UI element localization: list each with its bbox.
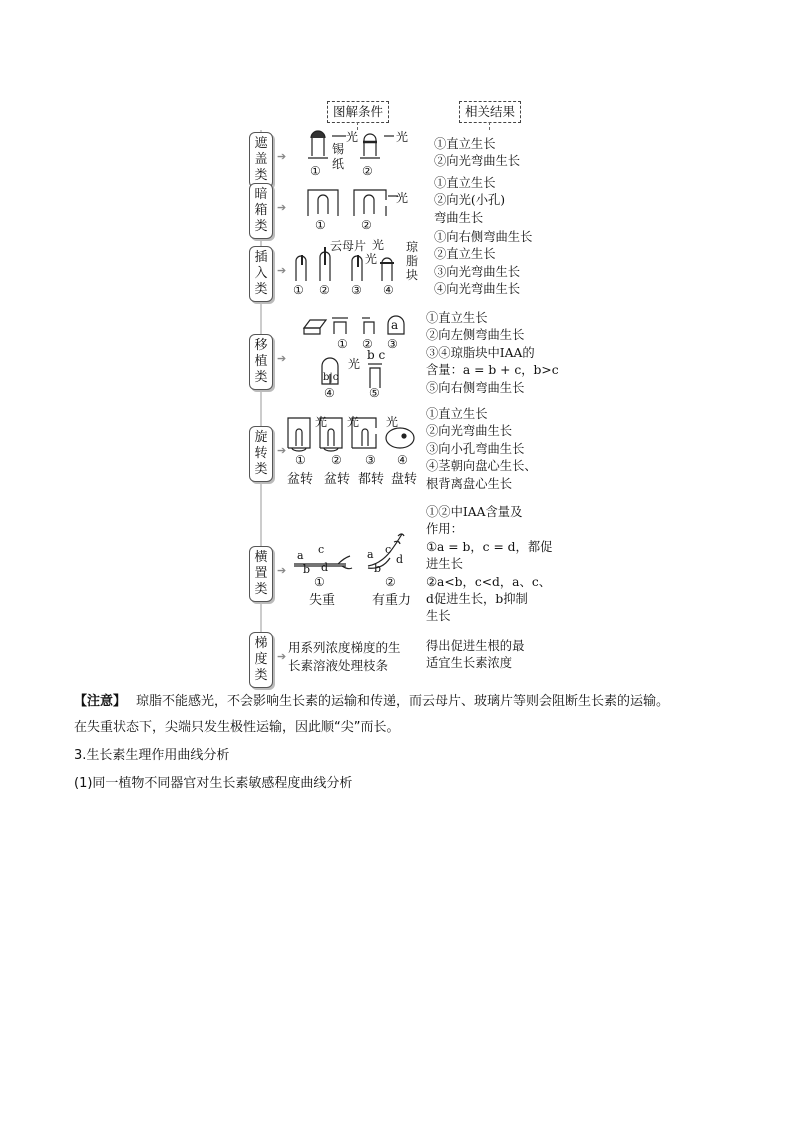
arrow-icon: ➔ [277,650,287,663]
header-results: 相关结果 [459,101,521,123]
results-darkbox: ①直立生长 ②向光(小孔) 弯曲生长 [434,176,506,225]
diagram-label: ⑤ [369,386,380,400]
diagram-label: 光 [365,252,378,266]
results-transplant: ①直立生长 ②向左侧弯曲生长 ③④琼脂块中IAA的 含量：a = b + c，b>c ⑤向右侧弯曲生长 [426,311,559,395]
diagram-label: 光 [347,415,360,429]
results-rotate: ①直立生长 ②向光弯曲生长 ③向小孔弯曲生长 ④茎朝向盘心生长、 根背离盘心生长 [426,407,537,491]
gradient-description: 长素溶液处理枝条 [288,658,389,673]
diagram-label: ① [315,218,326,232]
diagram-label: 光 [396,130,409,144]
arrow-icon: ➔ [277,444,287,457]
diagram-label: 盆转 [324,472,351,487]
diagram-label: 有重力 [372,593,412,608]
arrow-icon: ➔ [277,264,287,277]
diagram-label: 云母片 [330,239,367,253]
category-box-horizontal: 横置类 [249,546,273,602]
diagram-label: 光 [396,191,409,205]
diagram-label: ④ [383,283,394,297]
diagram-label: ③ [365,453,376,467]
diagram-label: b|c [323,372,339,383]
category-box-rotate: 旋转类 [249,426,273,482]
diagram-label: a [297,549,304,562]
diagram-label: ② [331,453,342,467]
diagram-label: d [396,553,404,566]
diagram-label: a [367,548,374,561]
diagram-label: ② [361,218,372,232]
category-box-transplant: 移植类 [249,334,273,390]
arrow-icon: ➔ [277,150,287,163]
results-insert: ①向右侧弯曲生长 ②直立生长 ③向光弯曲生长 ④向光弯曲生长 [434,230,533,297]
diagram-label: 锡 [332,142,345,156]
header-connector [489,122,490,130]
diagram-label: 都转 [358,472,385,487]
diagram-label: 光 [315,415,328,429]
diagram-label: a [391,318,399,332]
arrow-icon: ➔ [277,564,287,577]
section-heading: 3.生长素生理作用曲线分析 [74,748,230,763]
diagram-label: 失重 [309,593,336,608]
diagram-label: 纸 [332,157,345,171]
diagram-label: ① [310,164,321,178]
diagram-label: ① [337,337,348,351]
gradient-description: 用系列浓度梯度的生 [288,640,401,655]
diagram-label: d [321,561,329,574]
arrow-icon: ➔ [277,201,287,214]
category-box-cover: 遮盖类 [249,132,273,188]
diagram-label: 盘转 [391,472,418,487]
diagram-label: 脂 [406,254,419,268]
diagram-label: c [385,543,392,556]
diagram-label: ② [319,283,330,297]
diagram-label: 光 [346,130,359,144]
note-line-2: 在失重状态下，尖端只发生极性运输，因此顺“尖”而长。 [74,720,400,735]
diagram-label: ② [385,575,396,589]
subsection-heading: (1)同一植物不同器官对生长素敏感程度曲线分析 [74,776,353,791]
diagram-label: ④ [397,453,408,467]
header-conditions: 图解条件 [327,101,389,123]
diagram-label: b c [367,348,386,362]
diagram-label: c [318,543,325,556]
results-cover: ①直立生长 ②向光弯曲生长 [434,137,521,169]
diagram-label: b [303,563,311,576]
diagram-label: ① [295,453,306,467]
diagram-label: ③ [351,283,362,297]
category-box-darkbox: 暗箱类 [249,183,273,239]
diagram-label: ③ [387,337,398,351]
note-line-1: 琼脂不能感光，不会影响生长素的运输和传递，而云母片、玻璃片等则会阻断生长素的运输。 [136,694,670,709]
diagram-label: ④ [324,386,335,400]
category-box-insert: 插入类 [249,246,273,302]
diagram-label: 光 [386,415,399,429]
diagram-label: 块 [406,268,419,282]
diagram-label: ② [362,337,373,351]
note-paragraph [74,690,669,709]
diagram-label: ① [293,283,304,297]
results-gradient: 得出促进生根的最 适宜生长素浓度 [426,639,525,671]
note-tag: 【注意】 [74,694,127,709]
diagram-label: b [374,562,382,575]
diagram-label: ① [314,575,325,589]
results-horizontal: ①②中IAA含量及 作用： ①a = b，c = d，都促 进生长 ②a<b，c<d，a、c、 d促进生长，b抑制 生长 [426,505,553,624]
category-box-gradient: 梯度类 [249,632,273,688]
diagram-label: 光 [348,357,361,371]
diagram-label: 琼 [406,240,419,254]
diagram-label: 盆转 [287,472,314,487]
arrow-icon: ➔ [277,352,287,365]
diagram-label: 光 [372,238,385,252]
diagram-label: ② [362,164,373,178]
